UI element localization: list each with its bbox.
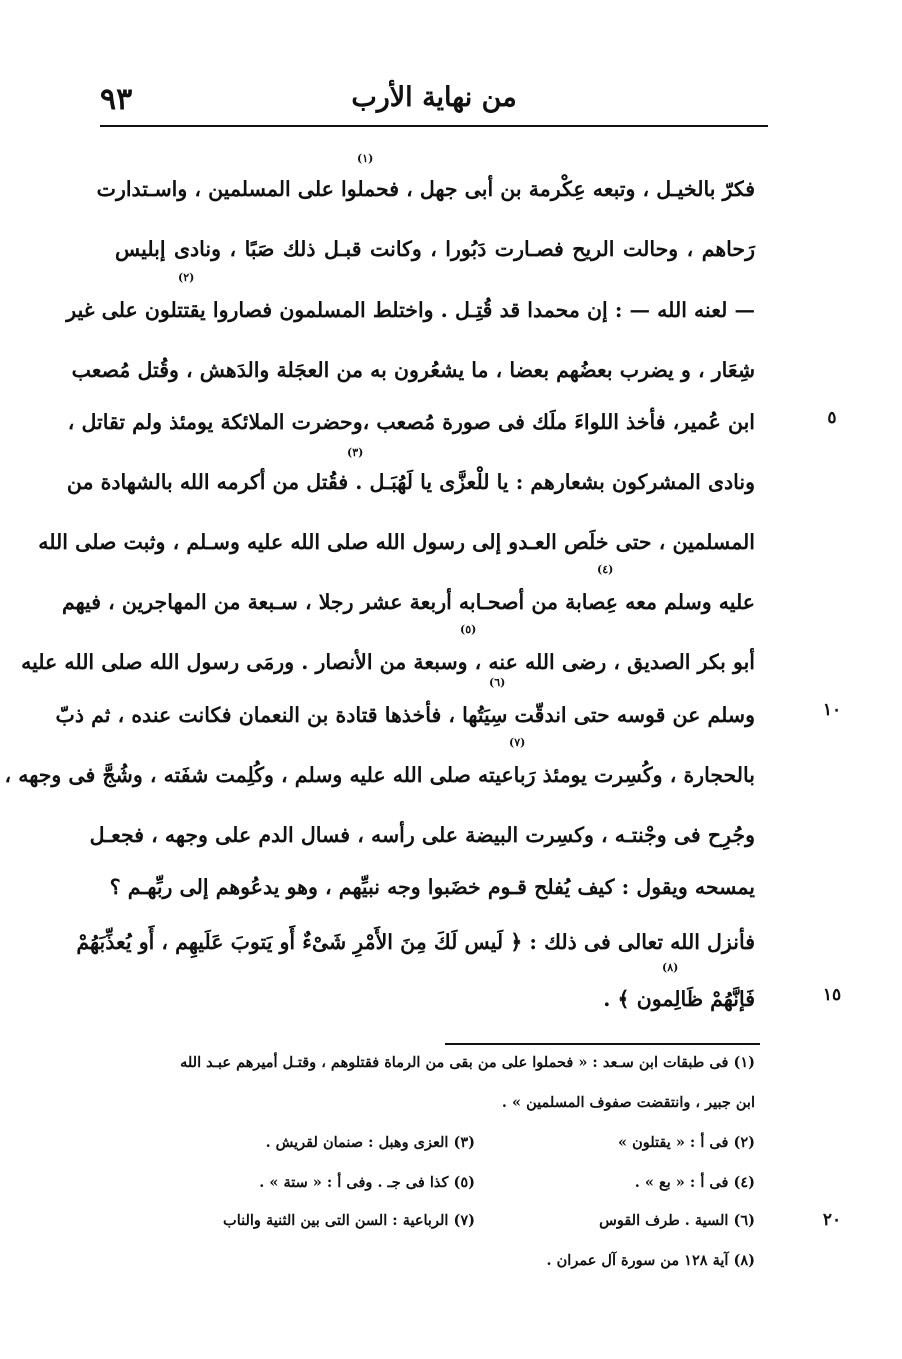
text-line: ابن عُمير، فأخذ اللواءَ ملَك فى صورة مُصعب ،وحضرت الملائكة يومئذ ولم تقاتل ،	[67, 410, 755, 434]
line-number: ١٠	[822, 700, 842, 720]
note-marker: (٢)	[178, 271, 195, 284]
text-line: وجُرِح فى وجْنتـه ، وكسِرت البيضة على رأسه ، فسال الدم على وجهه ، فجعـل	[89, 823, 755, 847]
footnote-row	[115, 1130, 755, 1156]
footnote: (٥) كذا فى جـ . وفى أ : « ستة » .	[259, 1174, 475, 1191]
footnote: (٧) الرباعية : السن التى بين الثنية والناب	[223, 1212, 475, 1229]
footnote: (٦) السية . طرف القوس	[599, 1212, 755, 1229]
header-rule	[100, 125, 768, 127]
note-marker: (٦)	[489, 676, 506, 689]
running-header	[100, 82, 768, 122]
text-line: بالحجارة ، وكُسِرت يومئذ رَباعيته صلى الله عليه وسلم ، وكُلِمت شفَته ، وشُجَّ فى وجهه ،	[4, 763, 755, 787]
text-line: — لعنه الله — : إن محمدا قد قُتِـل . واختلط المسلمون فصاروا يقتتلون على غير	[66, 298, 755, 322]
note-marker: (٧)	[509, 736, 526, 749]
running-title: من نهاية الأرب	[351, 82, 517, 113]
footnote: (٢) فى أ : « يقتلون »	[617, 1134, 755, 1151]
note-marker: (٣)	[347, 446, 364, 459]
line-number: ٢٠	[822, 1210, 842, 1230]
footnote-row	[115, 1208, 755, 1234]
note-marker: (١)	[357, 152, 374, 165]
text-line: وسلم عن قوسه حتى اندقّت سِيَتُها ، فأخذها قتادة بن النعمان فكانت عنده ، ثم ذبّ	[55, 703, 755, 727]
line-number: ٥	[827, 408, 837, 428]
footnote: (١) فى طبقات ابن سـعد : « فحملوا على من بقى من الرماة فقتلوهم ، وقتـل أميرهم عبـد الله	[180, 1054, 755, 1071]
note-marker: (٤)	[597, 563, 614, 576]
footnote-row	[115, 1170, 755, 1196]
text-line: أبو بكر الصديق ، رضى الله عنه ، وسبعة من الأنصار . ورمَى رسول الله صلى الله عليه	[21, 650, 755, 674]
text-line: شِعَار ، و يضرب بعضُهم بعضا ، ما يشعُرون به من العجَلة والدَهش ، وقُتل مُصعب	[71, 358, 755, 382]
footnote: (٨) آية ١٢٨ من سورة آل عمران .	[546, 1252, 755, 1269]
text-line: فكرّ بالخيـل ، وتبعه عِكْرمة بن أبى جهل ، فحملوا على المسلمين ، واسـتدارت	[96, 177, 755, 201]
footnote-rule	[445, 1043, 760, 1045]
footnote: (٤) فى أ : « بع » .	[634, 1174, 755, 1191]
text-line: يمسحه ويقول : كيف يُفلح قـوم خضَبوا وجه نبيِّهم ، وهو يدعُوهم إلى ربِّهـم ؟	[109, 875, 755, 899]
text-line: فأنزل الله تعالى فى ذلك : ﴿ لَيس لَكَ مِنَ الأَمْرِ شَىْءٌ أَو يَتوبَ عَلَيهِم ، أَو يُعذِّبَهُمْ	[76, 930, 755, 954]
footnote: ابن جبير ، وانتقضت صفوف المسلمين » .	[501, 1094, 755, 1111]
text-line: فَإنَّهُمْ ظَالِمون ﴾ .	[603, 987, 755, 1011]
footnote: (٣) العزى وهبل : صنمان لقريش .	[265, 1134, 475, 1151]
text-line: عليه وسلم معه عِصابة من أصحـابه أربعة عشر رجلا ، سـبعة من المهاجرين ، فيهم	[61, 590, 755, 614]
note-marker: (٨)	[662, 961, 679, 974]
text-line: ونادى المشركون بشعارهم : يا للْعزَّى يا لَهُبَـل . فقُتل من أكرمه الله بالشهادة من	[66, 470, 755, 494]
text-line: المسلمين ، حتى خلَص العـدو إلى رسول الله صلى الله عليه وسـلم ، وثبت صلى الله	[38, 530, 755, 554]
page-number: ٩٣	[100, 82, 133, 117]
line-number: ١٥	[822, 985, 842, 1005]
note-marker: (٥)	[460, 623, 477, 636]
text-line: رَحاهم ، وحالت الريح فصـارت دَبُورا ، وكانت قبـل ذلك صَبًا ، ونادى إبليس	[115, 237, 755, 261]
